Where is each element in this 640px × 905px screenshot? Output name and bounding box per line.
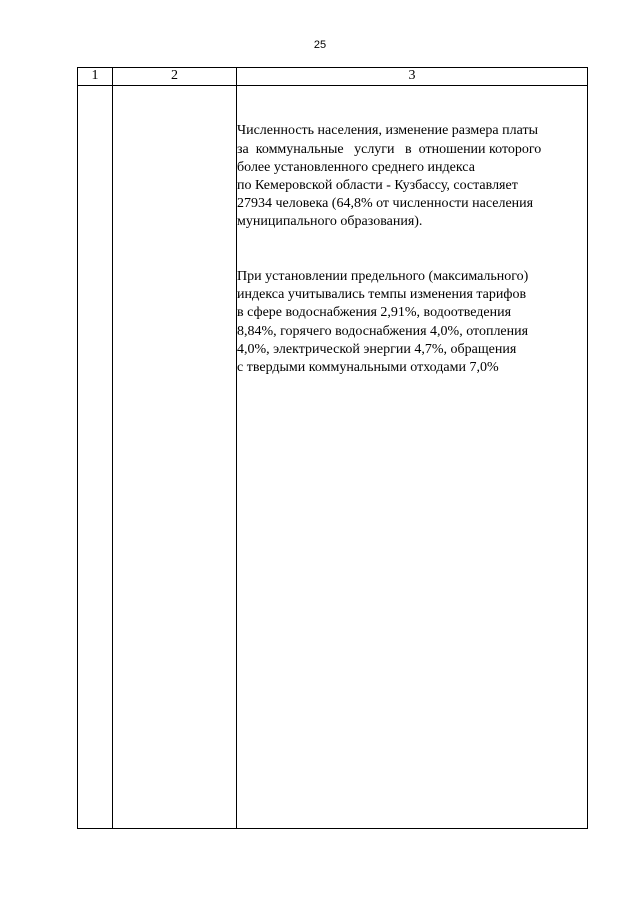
cell-col-1 [78, 86, 113, 829]
table-row [78, 86, 588, 829]
column-header-3: 3 [237, 68, 588, 86]
column-header-1: 1 [78, 68, 113, 86]
column-header-2: 2 [113, 68, 237, 86]
document-table [77, 67, 588, 829]
cell-col-3 [237, 86, 588, 829]
paragraph-population: Численность населения, изменение размера платы за коммунальные услуги в отношении которого более установленного среднего индекса по Кемеровской области - Кузбассу, составляет 27934 человека (64,8% от численности населения муниципального образования). [237, 123, 542, 230]
page-number: 25 [313, 39, 327, 51]
cell-col-2 [113, 86, 237, 829]
table-header-row [78, 68, 588, 86]
paragraph-tariff-index: При установлении предельного (максимального) индекса учитывались темпы изменения тарифов в сфере водоснабжения 2,91%, водоотведения 8,84%, горячего водоснабжения 4,0%, отопления 4,0%, электрической энергии 4,7%, обращения с твердыми коммунальными отходами 7,0% [237, 269, 529, 376]
